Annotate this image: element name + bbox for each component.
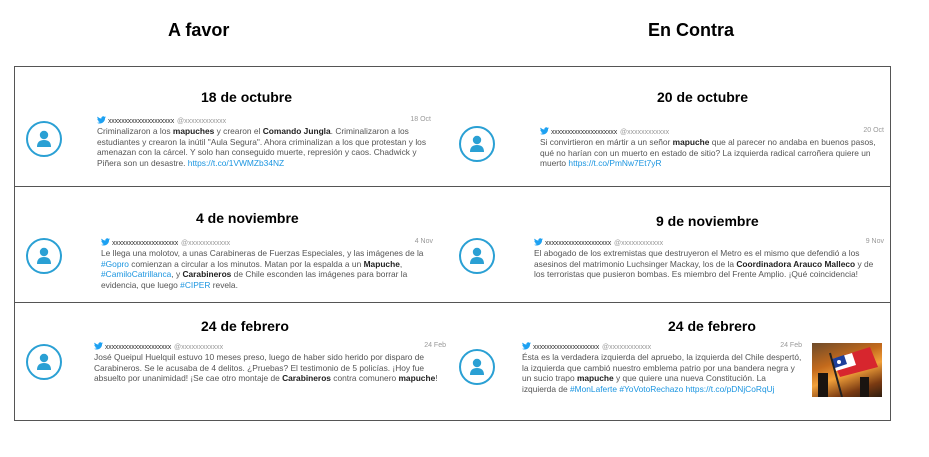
user-icon (469, 247, 485, 265)
tweet-photo (812, 343, 882, 397)
twitter-bird-icon (534, 238, 543, 246)
tweet-text (534, 248, 884, 280)
user-icon (36, 353, 52, 371)
date-left-row-2: 4 de noviembre (196, 210, 299, 226)
tweet-text-segment: comienzan a circular a los minutos. Matan por la espalda a un (128, 258, 364, 269)
tweet-text (101, 248, 433, 290)
tweet-keyword: Comando Jungla (262, 126, 331, 136)
tweet-link[interactable]: #MonLaferte (569, 383, 617, 394)
tweet-text-segment: , y (171, 269, 183, 279)
tweet-link[interactable]: https://t.co/pDNjCoRqUj (685, 383, 775, 394)
avatar (459, 238, 495, 274)
tweet-date: 20 Oct (863, 127, 884, 134)
tweet-text (97, 126, 431, 168)
tweet-header (94, 341, 446, 352)
row-divider (15, 186, 890, 187)
tweet-text-segment: . Criminalizaron a los estudiantes y crearon la inútil "Aula Segura". Ahora criminalizan a los que protestan y los amenazan con la cárcel. Y solo han conseguido muerte, represión y caos. Chadwick y Piñera son un desastre. (97, 126, 427, 168)
user-icon (36, 247, 52, 265)
tweet-text-segment: El abogado de los extremistas que destruyeron el Metro es el mismo que defendió a los asesinos del matrimonio Luchsinger Mackay, los de la (534, 248, 860, 269)
tweet-text-segment: Le llega una molotov, a unas Carabineras de Fuerzas Especiales, y las imágenes de la (101, 248, 424, 258)
tweet-keyword: Coordinadora Arauco Malleco (736, 258, 856, 269)
user-icon (36, 130, 52, 148)
tweet-handle[interactable]: @xxxxxxxxxxxx (177, 118, 227, 125)
tweet-username[interactable]: xxxxxxxxxxxxxxxxxxxx (533, 344, 600, 351)
tweet-username[interactable]: xxxxxxxxxxxxxxxxxxxx (112, 240, 179, 247)
user-icon (469, 135, 485, 153)
tweet-date: 24 Feb (424, 342, 446, 349)
tweet-handle[interactable]: @xxxxxxxxxxxx (174, 344, 224, 351)
column-title-a-favor: A favor (168, 20, 230, 40)
tweet-text-segment: ! (435, 373, 438, 383)
tweet-text-segment: revela. (210, 279, 238, 290)
date-right-row-1: 20 de octubre (657, 89, 749, 105)
tweet-header (534, 237, 884, 248)
tweet-link[interactable]: #YoVotoRechazo (619, 383, 684, 394)
tweet-link[interactable]: https://t.co/1VWMZb34NZ (187, 157, 285, 168)
date-left-row-1: 18 de octubre (201, 89, 293, 105)
tweet-username[interactable]: xxxxxxxxxxxxxxxxxxxx (108, 118, 175, 125)
tweet-text-segment: , (399, 258, 403, 269)
tweet-card (540, 126, 884, 169)
tweet-link[interactable]: #CamiloCatrillanca (101, 269, 172, 279)
row-divider (15, 302, 890, 303)
tweet-date: 18 Oct (410, 116, 431, 123)
tweet-keyword: Carabineros (282, 373, 331, 383)
tweet-card (522, 341, 802, 394)
tweet-date: 9 Nov (865, 238, 884, 245)
tweet-header (101, 237, 433, 248)
tweet-link[interactable]: #CIPER (180, 279, 211, 290)
tweet-keyword: Carabineros (182, 269, 232, 279)
tweet-keyword: mapuche (398, 373, 436, 383)
tweet-card (534, 237, 884, 280)
tweet-text-segment: y que quiere una nueva Constitución. La izquierda de (522, 373, 766, 394)
tweet-text-segment: que al parecer no andaba en buenos pasos, qué no harían con un muerto en estado de sitio? La izquierda radical carroñera quiere un muerto (540, 137, 876, 168)
tweet-handle[interactable]: @xxxxxxxxxxxx (181, 240, 231, 247)
tweet-handle[interactable]: @xxxxxxxxxxxx (614, 240, 664, 247)
date-right-row-2: 9 de noviembre (656, 213, 759, 229)
tweet-keyword: Mapuche (363, 258, 400, 269)
tweet-text-segment: Si convirtieron en mártir a un señor (540, 137, 673, 147)
tweet-text-segment: Criminalizaron a los (97, 126, 173, 136)
avatar (26, 121, 62, 157)
tweet-text (522, 352, 802, 394)
tweet-header (522, 341, 802, 352)
avatar (26, 238, 62, 274)
tweet-username[interactable]: xxxxxxxxxxxxxxxxxxxx (105, 344, 172, 351)
tweet-text-segment: José Queipul Huelquil estuvo 10 meses preso, luego de haber sido herido por disparo de Carabineros. Se le acusaba de 4 delitos. ¿Pruebas? El testimonio de 5 policías. ¡Hoy fue absuelto por unanimidad! ¡Se cae otro montaje de (94, 352, 425, 383)
twitter-bird-icon (522, 342, 531, 350)
flag-photo-image (812, 343, 882, 397)
tweet-link[interactable]: #Gopro (101, 258, 129, 269)
tweet-card (94, 341, 446, 384)
tweet-handle[interactable]: @xxxxxxxxxxxx (602, 344, 652, 351)
avatar (26, 344, 62, 380)
tweet-card (97, 115, 431, 168)
tweet-text (540, 137, 884, 169)
twitter-bird-icon (97, 116, 106, 124)
twitter-bird-icon (101, 238, 110, 246)
tweet-text (94, 352, 446, 384)
twitter-bird-icon (94, 342, 103, 350)
tweet-link[interactable]: https://t.co/PmNw7Et7yR (568, 158, 662, 168)
tweet-text-segment: y crearon el (214, 126, 263, 136)
tweet-keyword: mapuches (172, 126, 215, 136)
tweet-header (97, 115, 431, 126)
tweet-text-segment: contra comunero (330, 373, 399, 383)
date-left-row-3: 24 de febrero (201, 318, 289, 334)
tweet-text-segment: Ésta es la verdadera izquierda del apruebo, la izquierda del Chile despertó, la izquierda que cambió nuestro emblema patrio por una bandera negra y un sucio trapo (522, 352, 802, 383)
tweet-text-segment: de Chile esconden las imágenes para borrar la evidencia, que luego (101, 269, 408, 290)
user-icon (469, 358, 485, 376)
tweet-text-segment: y de los terroristas que pusieron bombas. Es miembro del Frente Amplio. ¡Qué coincidencia! (534, 258, 874, 279)
tweet-header (540, 126, 884, 137)
tweet-username[interactable]: xxxxxxxxxxxxxxxxxxxx (545, 240, 612, 247)
tweet-card (101, 237, 433, 290)
avatar (459, 126, 495, 162)
twitter-bird-icon (540, 127, 549, 135)
tweet-date: 4 Nov (414, 238, 433, 245)
tweet-keyword: mapuche (672, 137, 710, 147)
tweet-date: 24 Feb (780, 342, 802, 349)
tweet-handle[interactable]: @xxxxxxxxxxxx (620, 129, 670, 136)
tweet-username[interactable]: xxxxxxxxxxxxxxxxxxxx (551, 129, 618, 136)
column-title-en-contra: En Contra (648, 20, 735, 40)
avatar (459, 349, 495, 385)
date-right-row-3: 24 de febrero (668, 318, 756, 334)
tweet-keyword: mapuche (576, 373, 614, 383)
